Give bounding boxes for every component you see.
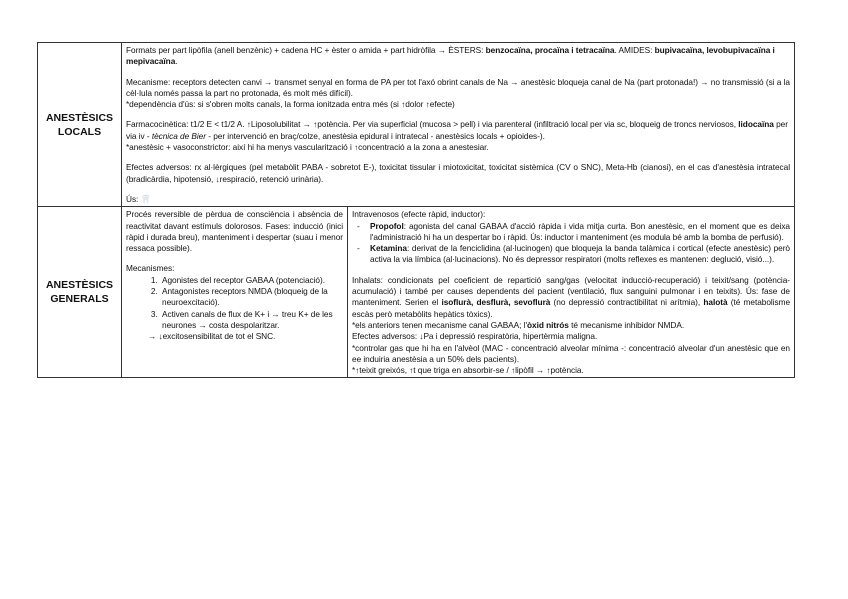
heading-cell-local (38, 43, 122, 207)
mecanisme-item: 2. Antagonistes receptors NMDA (bloqueig de la neuroexcitació). (160, 286, 343, 309)
propofol-text: : agonista del canal GABAA d'acció ràpida i vida mitja curta. Bon anestèsic, en el moment que es deixa l'administració hi ha un despertar bo i ràpid. Ús: inductor i manteniment (es modula bé amb la bomba de perfusió). (370, 220, 790, 242)
dependencia-note: *dependència d'ús: si s'obren molts canals, la forma ionitzada entra més (si ↑dolor ↑efecte) (126, 99, 455, 110)
bier-technique: tècnica de Bier (151, 130, 206, 141)
halota-term: halotà (703, 297, 728, 308)
esters-list: benzocaïna, procaïna i tetracaïna (485, 45, 615, 55)
formats-end: . (175, 56, 178, 67)
mecanisme-item: 3. Activen canals de flux de K+ i → treu K+ de les neurones → costa despolaritzar. (160, 309, 343, 332)
vasoconstrictor-note: *anestèsic + vasoconstrictor: així hi ha menys vascularització i ↑concentració a la zona a anestesiar. (126, 142, 489, 153)
mac-note: *controlar gas que hi ha en l'alvèol (MAC - concentració alveolar mínima -: concentració alveolar d'un anestèsic que en ee induiria anestèsia a un 50% dels pacients). (352, 342, 790, 364)
proces-paragraph: Procés reversible de pèrdua de consciència i absència de reactivitat davant estímuls dolorosos. Fases: inducció (inici ràpid i durada breu), manteniment i despertar (suau i menor ressaca possible). (126, 209, 343, 254)
fluranes-term: isoflurà, desflurà, sevoflurà (441, 297, 551, 308)
heading-cell-general (38, 207, 122, 378)
general-definition-cell (122, 207, 348, 378)
farmaco-text: Farmacocinètica: t1/2 E < t1/2 A. ↑Liposolubilitat → ↑potència. Per via superficial (mucosa > pell) i via parenteral (infiltració local per via sc, bloqueig de troncs nerviosos, (126, 119, 739, 130)
content-cell-local (122, 43, 795, 207)
row-general-anesthetics (38, 207, 795, 378)
formats-text: Formats per part lipòfila (anell benzènic) + cadena HC + èster o amida + part hidròfila → ÈSTERS: (126, 45, 486, 55)
ketamina-item (370, 243, 790, 266)
inhalats-paragraph (352, 275, 790, 320)
propofol-term: Propofol (370, 220, 404, 231)
inhalats-text: Inhalats: condicionats pel coeficient de repartició sang/gas (velocitat inducció-recuperació) i teixit/sang (potència-acumulació) i també per causes dependents del pacient (ventilació, flux sanguini pulmonar i en teixits). Ús: fase de manteniment. Serien el (352, 274, 790, 308)
lidocaina-term: lidocaïna (738, 119, 774, 130)
heading-general: ANESTÈSICS GENERALS (45, 279, 114, 306)
potencia-note: *↑teixit greixós, ↑t que triga en absorbir-se / ↑lipòfil → ↑potència. (352, 365, 584, 376)
gaba-note-end: té mecanisme inhibidor NMDA. (568, 319, 685, 330)
formats-paragraph (126, 45, 790, 68)
row-local-anesthetics (38, 43, 795, 207)
mecanisme-item: 1. Agonistes del receptor GABAA (potenciació). (160, 275, 343, 286)
general-drugs-cell (348, 207, 795, 378)
intravenosos-title: Intravenosos (efecte ràpid, inductor): (352, 209, 486, 220)
inhalats-text-b: (no depressió contractibilitat ni arítmia), (550, 297, 704, 308)
us-local: Ús: 🦷 (126, 193, 151, 204)
gaba-note (352, 320, 790, 331)
oxid-nitros-term: òxid nitrós (527, 319, 569, 330)
farmacocinetica-paragraph (126, 119, 790, 142)
efectes-adversos-general: Efectes adversos: ↓Pa i depressió respiratòria, hipertèrmia maligna. (352, 331, 598, 342)
ketamina-text: : derivat de la fenciclidina (al·lucinogen) que bloqueja la banda talàmica i cortical (efecte anestèsic) però activa la via límbica (al·lucinacions). No és depressor respiratori (molts reflexes es mantenen: deglució, visió...). (370, 243, 790, 265)
mecanisme-paragraph: Mecanisme: receptors detecten canvi → transmet senyal en forma de PA per tot l'axó obrint canals de Na → anestèsic bloqueja canal de Na (part protonada!) → no transmissió (si a la cèl·lula només passa la part no protonada, és molt més difícil). (126, 76, 790, 98)
ketamina-term: Ketamina (370, 243, 407, 254)
amides-list: bupivacaïna, levobupivacaïna i mepivacaïna (126, 45, 775, 67)
mecanismes-list (126, 275, 343, 331)
farmaco-text-iv: per via iv - (126, 119, 788, 141)
efectes-adversos-local: Efectes adversos: rx al·lèrgiques (pel metabòlit PABA - sobretot E-), toxicitat tissular i miotoxicitat, toxicitat sistèmica (CV o SNC), Meta-Hb (cianosi), en el cas d'anestèsia intratecal (bradicàrdia, hipotensió, ↓respiració, retenció urinària). (126, 162, 790, 184)
notes-table (37, 42, 795, 378)
formats-text-amides: . AMIDES: (614, 45, 655, 55)
mecanismes-title: Mecanismes: (126, 263, 175, 274)
inhalats-text-c: (té metabolisme escàs però metabòlits hepàtics tòxics). (352, 297, 791, 319)
gaba-note-text: *els anteriors tenen mecanisme canal GABAA; l' (352, 319, 527, 330)
heading-local: ANESTÈSICS LOCALS (45, 111, 114, 138)
propofol-item (370, 221, 790, 244)
mecanismes-conclusion: → ↓excitosensibilitat de tot el SNC. (148, 331, 276, 342)
farmaco-text-end: - per intervenció en braç/colze, anestèsia epidural i intratecal - anestèsics locals + opioides-). (205, 130, 545, 141)
intravenosos-list (352, 221, 790, 266)
